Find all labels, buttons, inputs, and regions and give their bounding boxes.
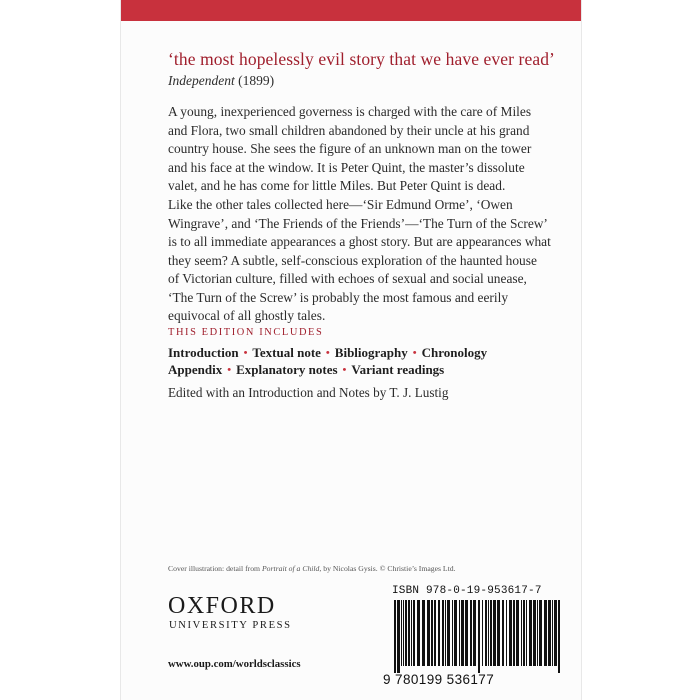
barcode-bar (529, 600, 532, 666)
review-quote: ‘the most hopelessly evil story that we have ever read’ (168, 49, 555, 69)
publisher-website: www.oup.com/worldsclassics (168, 658, 301, 670)
barcode-bar (482, 600, 483, 666)
isbn-label: ISBN 978-0-19-953617-7 (392, 585, 542, 597)
barcode-bar (490, 600, 492, 666)
edition-item: Appendix (168, 362, 223, 377)
barcode-bar (513, 600, 515, 666)
barcode-bar (544, 600, 547, 666)
credit-artwork-title: Portrait of a Child, (261, 564, 322, 573)
credit-prefix: Cover illustration: detail from (168, 564, 261, 573)
edition-item: Explanatory notes (236, 362, 338, 377)
editor-note: Edited with an Introduction and Notes by T. J. Lustig (168, 385, 449, 400)
barcode-bar (509, 600, 512, 666)
review-source (168, 73, 274, 89)
barcode-bar (539, 600, 542, 666)
edition-items-line-2 (168, 362, 444, 378)
cover-illustration-credit (168, 564, 456, 573)
barcode-bar (401, 600, 402, 666)
separator-dot: • (227, 364, 232, 376)
separator-dot: • (412, 347, 417, 359)
edition-item: Bibliography (334, 345, 408, 360)
barcode-bar (493, 600, 496, 666)
barcode-bar (488, 600, 489, 666)
barcode-bar (516, 600, 519, 666)
review-source-name: Independent (168, 73, 235, 88)
edition-includes-heading: THIS EDITION INCLUDES (168, 327, 324, 338)
barcode-bar (403, 600, 404, 666)
separator-dot: • (243, 347, 248, 359)
barcode-bar (408, 600, 410, 666)
barcode-bar (473, 600, 476, 666)
edition-items-line-1 (168, 345, 487, 361)
barcode-bar (445, 600, 446, 666)
barcode-bar (521, 600, 522, 666)
barcode-bar (526, 600, 527, 666)
barcode-bar (523, 600, 525, 666)
barcode-bar (478, 600, 480, 673)
barcode-bar (485, 600, 487, 666)
edition-item: Introduction (168, 345, 239, 360)
barcode-bar (454, 600, 457, 666)
barcode-bar (506, 600, 507, 666)
publisher-logo-name: OXFORD (168, 593, 276, 619)
barcode-bar (438, 600, 440, 666)
separator-dot: • (325, 347, 330, 359)
barcode-bar (537, 600, 538, 666)
barcode-bar (502, 600, 504, 666)
barcode-bar (394, 600, 396, 673)
barcode-bar (452, 600, 453, 666)
credit-suffix: by Nicolas Gysis. © Christie’s Images Ltd. (323, 564, 456, 573)
barcode-bar (417, 600, 420, 666)
barcode-bar (554, 600, 557, 666)
barcode-bar (558, 600, 560, 673)
blurb-paragraph-2: Like the other tales collected here—‘Sir Edmund Orme’, ‘Owen Wingrave’, and ‘The Friends of the Friends’—‘The Turn of the Screw’ is to all immediate appearances a ghost story. But are appearances what they seem? A subtle, self-conscious exploration of the haunted house of Victorian culture, filled with echoes of sexual and social unease, ‘The Turn of the Screw’ is probably the most famous and eerily equivocal of all ghostly tales. (168, 197, 551, 323)
edition-item: Chronology (421, 345, 488, 360)
barcode-bar (552, 600, 553, 666)
barcode-bar (533, 600, 536, 666)
edition-item: Textual note (252, 345, 321, 360)
barcode-bar (497, 600, 500, 666)
separator-dot: • (342, 364, 347, 376)
edition-item: Variant readings (351, 362, 445, 377)
blurb-paragraph-1: A young, inexperienced governess is charged with the care of Miles and Flora, two small children abandoned by their uncle at his grand country house. She sees the figure of an unknown man on the tower and his face at the window. It is Peter Quint, the master’s dissolute valet, and he has come for little Miles. But Peter Quint is dead. (168, 104, 532, 193)
barcode-bar (465, 600, 468, 666)
barcode-bar (548, 600, 551, 666)
review-year: (1899) (238, 73, 275, 88)
top-color-band (121, 0, 581, 21)
barcode-bar (447, 600, 450, 666)
barcode-bar (442, 600, 444, 666)
barcode-bar (431, 600, 433, 666)
barcode-bar (405, 600, 407, 666)
barcode-bar (422, 600, 425, 666)
barcode-bar (459, 600, 460, 666)
barcode-bar (434, 600, 436, 666)
barcode-bar (413, 600, 415, 666)
book-back-cover (121, 0, 581, 700)
barcode-digits: 9 780199 536177 (383, 672, 495, 687)
barcode-bar (470, 600, 472, 666)
barcode-bar (411, 600, 412, 666)
publisher-logo-subname: UNIVERSITY PRESS (169, 620, 292, 631)
barcode-bar (427, 600, 430, 666)
barcode-bar (461, 600, 464, 666)
barcode-bar (397, 600, 400, 673)
isbn-barcode (392, 600, 564, 673)
